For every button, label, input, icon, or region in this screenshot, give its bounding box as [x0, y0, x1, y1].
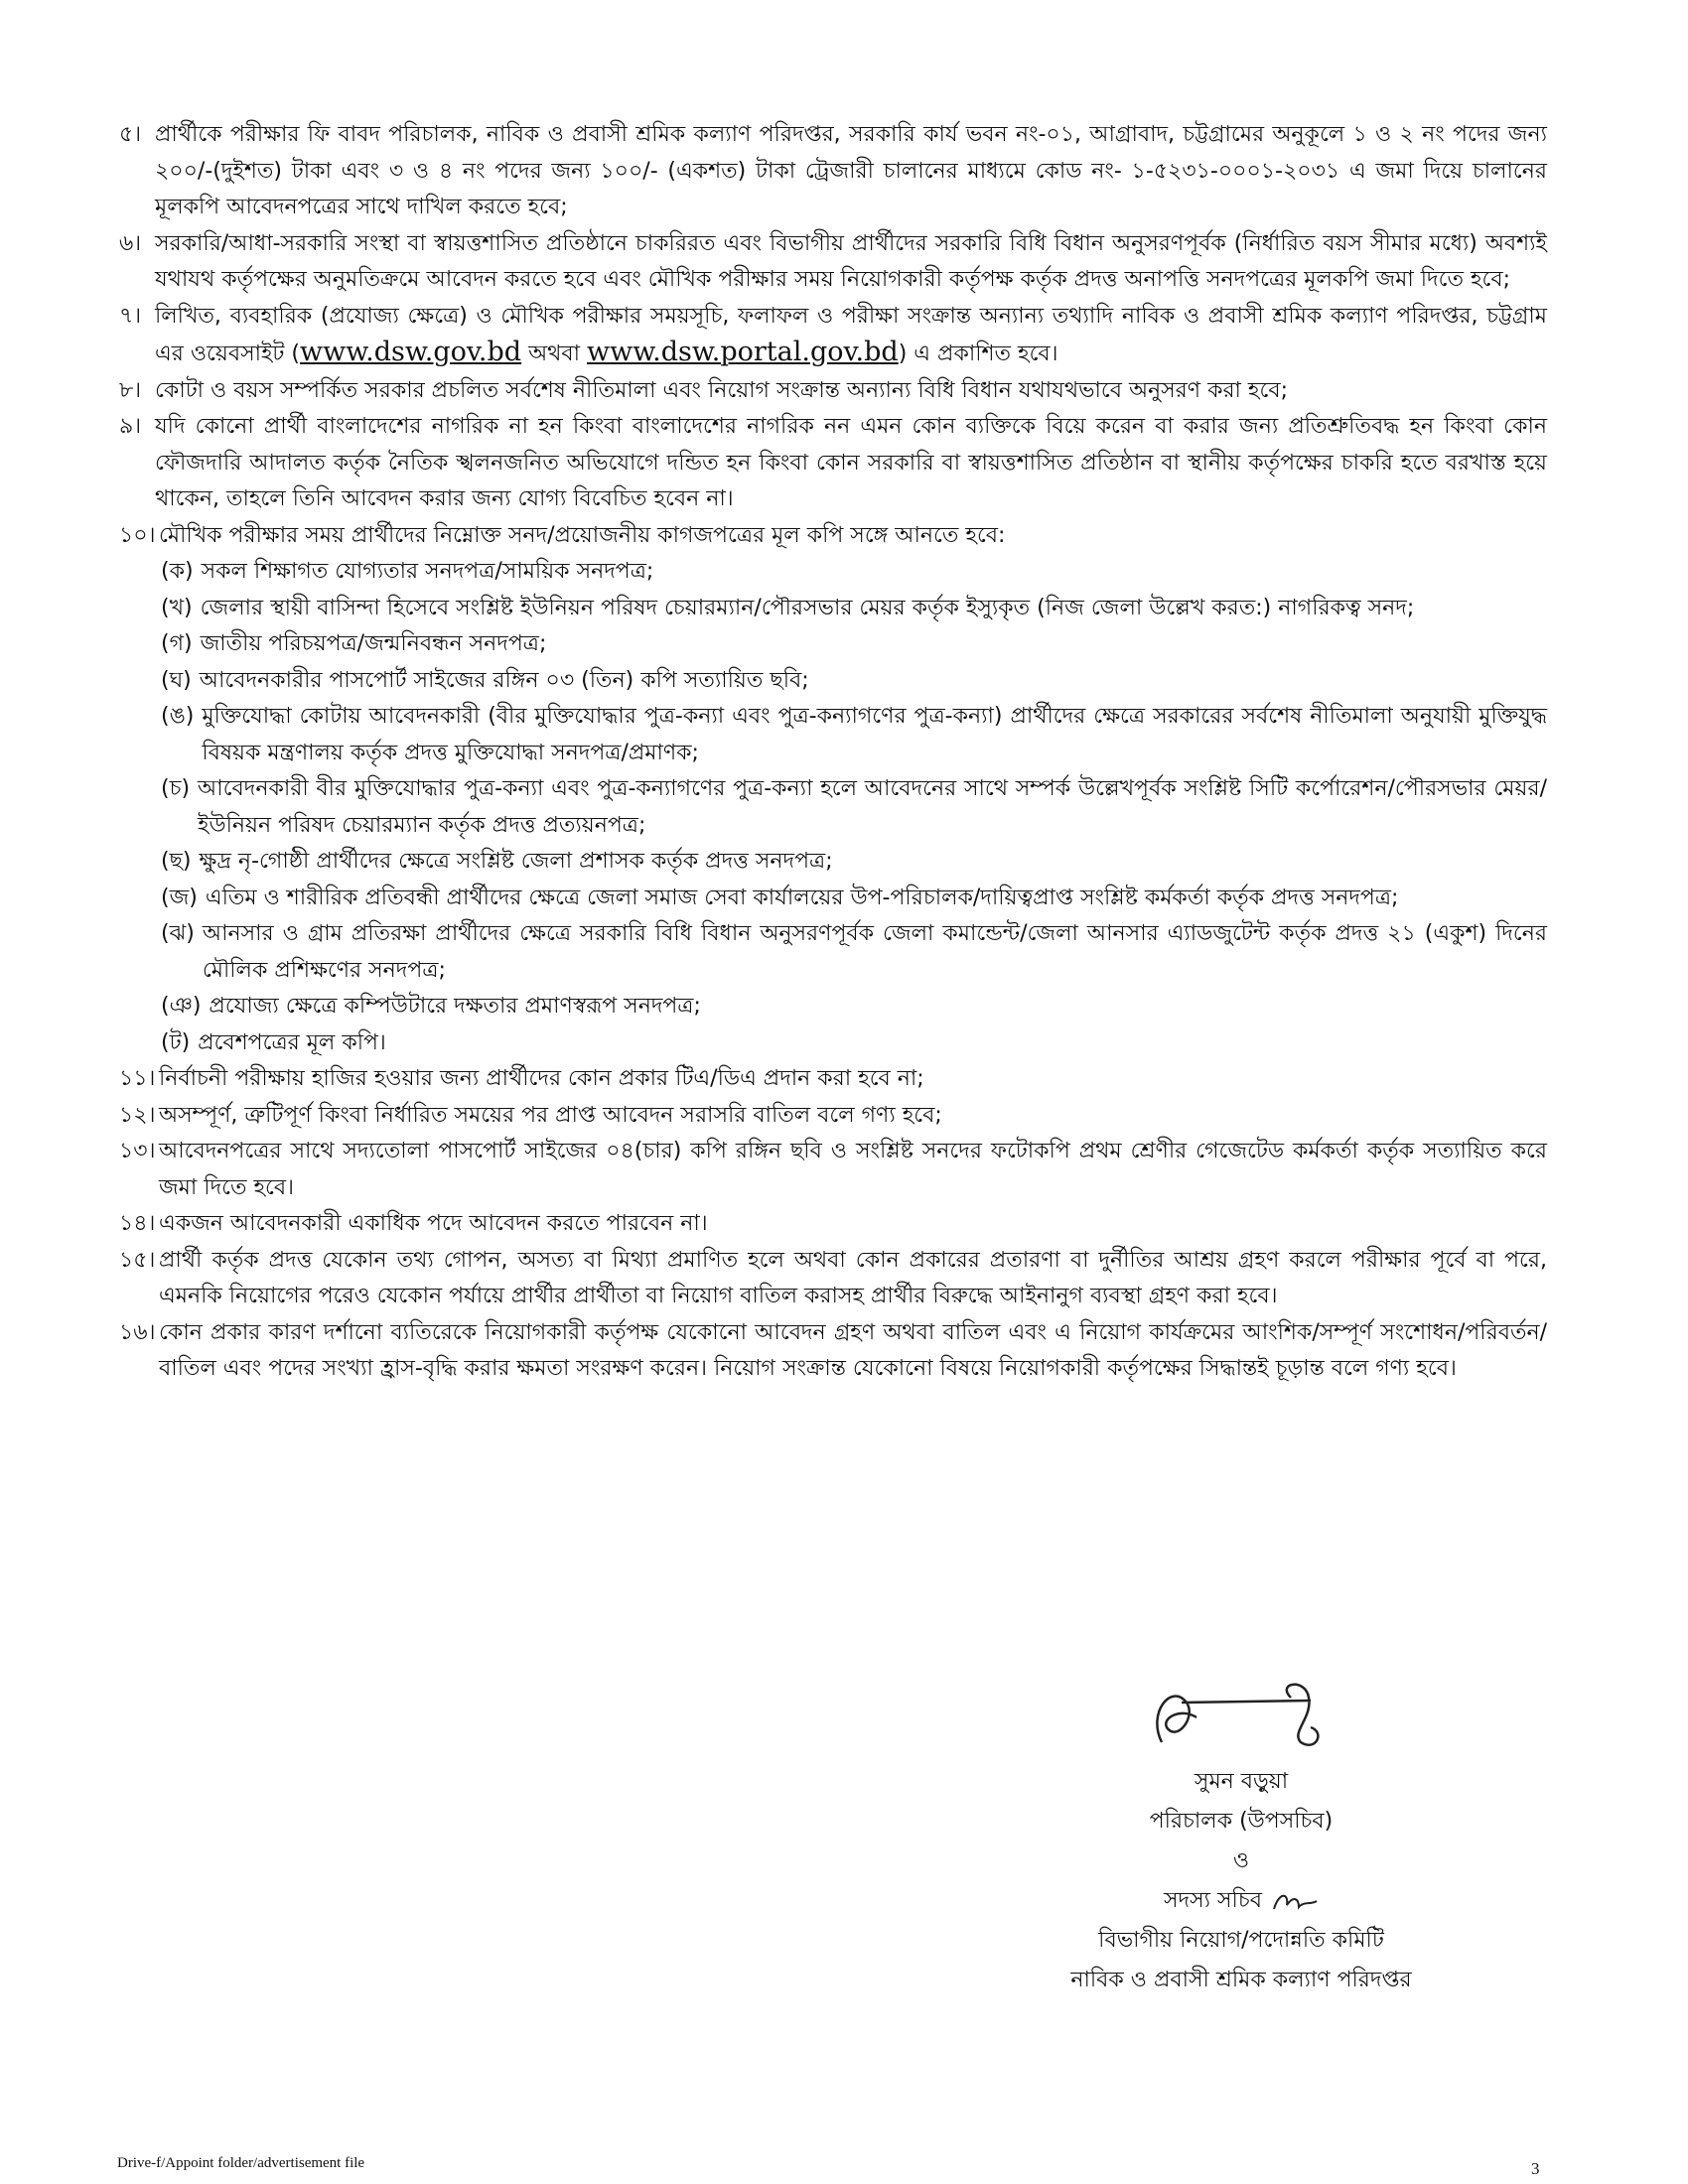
- document-item: [161, 554, 1547, 591]
- item-text: অসম্পূর্ণ, ত্রুটিপূর্ণ কিংবা নির্ধারিত সময়ের পর প্রাপ্ত আবেদন সরাসরি বাতিল বলে গণ্য হবে;: [159, 1102, 942, 1128]
- list-item-6: [119, 226, 1547, 299]
- item-number: ১৩।: [119, 1139, 156, 1163]
- list-item-14: [119, 1206, 1547, 1243]
- signature-block: [993, 1673, 1489, 2000]
- committee-name: বিভাগীয় নিয়োগ/পদোন্নতি কমিটি: [1098, 1928, 1384, 1953]
- item-text: আবেদনপত্রের সাথে সদ্যতোলা পাসপোর্ট সাইজের ০৪(চার) কপি রঙ্গিন ছবি ও সংশ্লিষ্ট সনদের ফটোকপি প্রথম শ্রেণীর গেজেটেড কর্মকর্তা কর্তৃক সত্যায়িত করে জমা দিতে হবে।: [159, 1139, 1547, 1200]
- document-text: প্রবেশপত্রের মূল কপি।: [198, 1029, 386, 1055]
- document-item: [161, 626, 1547, 663]
- item-text: সরকারি/আধা-সরকারি সংস্থা বা স্বায়ত্তশাসিত প্রতিষ্ঠানে চাকরিরত এবং বিভাগীয় প্রার্থীদের সরকারি বিধি বিধান অনুসরণপূর্বক (নির্ধারিত বয়স সীমার মধ্যে) অবশ্যই যথাযথ কর্তৃপক্ষের অনুমতিক্রমে আবেদন করতে হবে এবং মৌখিক পরীক্ষার সময় নিয়োগকারী কর্তৃপক্ষ কর্তৃক প্রদত্ত অনাপত্তি সনদপত্রের মূলকপি জমা দিতে হবে;: [155, 230, 1547, 292]
- document-text: সকল শিক্ষাগত যোগ্যতার সনদপত্র/সাময়িক সনদপত্র;: [201, 559, 654, 584]
- list-item-16: [119, 1315, 1547, 1388]
- document-item: [161, 699, 1547, 771]
- item-text: কোন প্রকার কারণ দর্শানো ব্যতিরেকে নিয়োগকারী কর্তৃপক্ষ যেকোনো আবেদন গ্রহণ অথবা বাতিল এবং এ নিয়োগ কার্যক্রমের আংশিক/সম্পূর্ণ সংশোধন/পরিবর্তন/বাতিল এবং পদের সংখ্যা হ্রাস-বৃদ্ধি করার ক্ষমতা সংরক্ষণ করেন। নিয়োগ সংক্রান্ত যেকোনো বিষয়ে নিয়োগকারী কর্তৃপক্ষের সিদ্ধান্তই চূড়ান্ত বলে গণ্য হবে।: [159, 1319, 1547, 1381]
- signatory-designation: পরিচালক (উপসচিব): [1149, 1809, 1334, 1834]
- list-item-10: [119, 518, 1547, 555]
- document-text: আবেদনকারী বীর মুক্তিযোদ্ধার পুত্র-কন্যা এবং পুত্র-কন্যাগণের পুত্র-কন্যা হলে আবেদনের সাথে সম্পর্ক উল্লেখপূর্বক সংশ্লিষ্ট সিটি কর্পোরেশন/পৌরসভার মেয়র/ইউনিয়ন পরিষদ চেয়ারম্যান কর্তৃক প্রদত্ত প্রত্যয়নপত্র;: [198, 776, 1547, 838]
- list-item-12: [119, 1098, 1547, 1135]
- item-number: ৭।: [119, 303, 142, 329]
- website-link-dsw-portal[interactable]: www.dsw.portal.gov.bd: [587, 337, 899, 367]
- document-item: [161, 916, 1547, 989]
- document-text: আনসার ও গ্রাম প্রতিরক্ষা প্রার্থীদের ক্ষেত্রে সরকারি বিধি বিধান অনুসরণপূর্বক জেলা কমান্ডেন্ট/জেলা আনসার এ্যাডজুটেন্ট কর্তৃক প্রদত্ত ২১ (একুশ) দিনের মৌলিক প্রশিক্ষণের সনদপত্র;: [202, 921, 1547, 983]
- document-number: (জ): [161, 885, 198, 910]
- document-text: জেলার স্থায়ী বাসিন্দা হিসেবে সংশ্লিষ্ট ইউনিয়ন পরিষদ চেয়ারম্যান/পৌরসভার মেয়র কর্তৃক ইস্যুকৃত (নিজ জেলা উল্লেখ করত:) নাগরিকত্ব সনদ;: [200, 595, 1415, 620]
- handwritten-signature: [1142, 1673, 1340, 1762]
- item-number: ১৪।: [119, 1211, 156, 1236]
- list-item-15: [119, 1243, 1547, 1315]
- item-number: ৫।: [119, 122, 142, 147]
- list-item-8: [119, 373, 1547, 410]
- document-number: (ছ): [161, 849, 192, 874]
- item-number: ১০।: [119, 522, 156, 548]
- document-number: (গ): [161, 631, 193, 656]
- item-text: কোটা ও বয়স সম্পর্কিত সরকার প্রচলিত সর্বশেষ নীতিমালা এবং নিয়োগ সংক্রান্ত অন্যান্য বিধি বিধান যথাযথভাবে অনুসরণ করা হবে;: [155, 377, 1288, 403]
- document-number: (ট): [161, 1029, 191, 1055]
- page-number: 3: [1531, 2159, 1540, 2178]
- signatory-role: [993, 1881, 1489, 1921]
- item-number: ১১।: [119, 1066, 156, 1091]
- item-text: মৌখিক পরীক্ষার সময় প্রার্থীদের নিম্নোক্ত সনদ/প্রয়োজনীয় কাগজপত্রের মূল কপি সঙ্গে আনতে হবে:: [159, 522, 1006, 548]
- item-text: একজন আবেদনকারী একাধিক পদে আবেদন করতে পারবেন না।: [159, 1211, 708, 1236]
- office-name: নাবিক ও প্রবাসী শ্রমিক কল্যাণ পরিদপ্তর: [1070, 1968, 1412, 1992]
- document-number: (খ): [161, 595, 193, 620]
- document-text: মুক্তিযোদ্ধা কোটায় আবেদনকারী (বীর মুক্তিযোদ্ধার পুত্র-কন্যা এবং পুত্র-কন্যাগণের পুত্র-কন্যা) প্রার্থীদের ক্ষেত্রে সরকারের সর্বশেষ নীতিমালা অনুযায়ী মুক্তিযুদ্ধ বিষয়ক মন্ত্রণালয় কর্তৃক প্রদত্ত মুক্তিযোদ্ধা সনদপত্র/প্রমাণক;: [202, 704, 1547, 765]
- item-text: যদি কোনো প্রার্থী বাংলাদেশের নাগরিক না হন কিংবা বাংলাদেশের নাগরিক নন এমন কোন ব্যক্তিকে বিয়ে করেন বা করার জন্য প্রতিশ্রুতিবদ্ধ হন কিংবা কোন ফৌজদারি আদালত কর্তৃক নৈতিক স্খলনজনিত অভিযোগে দন্ডিত হন কিংবা কোন সরকারি বা স্বায়ত্তশাসিত প্রতিষ্ঠান বা স্থানীয় কর্তৃপক্ষের চাকরি হতে বরখাস্ত হয়ে থাকেন, তাহলে তিনি আবেদন করার জন্য যোগ্য বিবেচিত হবেন না।: [155, 414, 1547, 511]
- conjunction: ও: [1232, 1848, 1250, 1873]
- document-number: (ক): [161, 559, 194, 584]
- list-item-5: [119, 117, 1547, 226]
- document-text: আবেদনকারীর পাসপোর্ট সাইজের রঙ্গিন ০৩ (তিন) কপি সত্যায়িত ছবি;: [199, 667, 809, 693]
- document-item: [161, 881, 1547, 917]
- document-item: [161, 1025, 1547, 1062]
- item-text: [155, 299, 1547, 373]
- document-item: [161, 591, 1547, 627]
- item-text-middle: অথবা: [521, 341, 588, 366]
- document-item: [161, 844, 1547, 881]
- document-number: (ঝ): [161, 921, 195, 946]
- list-item-7: [119, 299, 1547, 373]
- list-item-9: [119, 409, 1547, 518]
- item-text-after: ) এ প্রকাশিত হবে।: [898, 341, 1058, 366]
- item-text: প্রার্থীকে পরীক্ষার ফি বাবদ পরিচালক, নাবিক ও প্রবাসী শ্রমিক কল্যাণ পরিদপ্তর, সরকারি কার্য ভবন নং-০১, আগ্রাবাদ, চট্টগ্রামের অনুকূলে ১ ও ২ নং পদের জন্য ২০০/-(দুইশত) টাকা এবং ৩ ও ৪ নং পদের জন্য ১০০/- (একশত) টাকা ট্রেজারী চালানের মাধ্যমে কোড নং- ১-৫২৩১-০০০১-২০৩১ এ জমা দিয়ে চালানের মূলকপি আবেদনপত্রের সাথে দাখিল করতে হবে;: [155, 122, 1547, 219]
- item-text-before: লিখিত, ব্যবহারিক (প্রযোজ্য ক্ষেত্রে) ও মৌখিক পরীক্ষার সময়সূচি, ফলাফল ও পরীক্ষা সংক্রান্ত অন্যান্য তথ্যাদি নাবিক ও প্রবাসী শ্রমিক কল্যাণ পরিদপ্তর, চট্টগ্রাম এর ওয়েবসাইট (: [155, 303, 1547, 366]
- document-number: (ঞ): [161, 994, 202, 1019]
- list-item-13: [119, 1134, 1547, 1206]
- role-text: সদস্য সচিব: [1164, 1888, 1262, 1913]
- item-text: প্রার্থী কর্তৃক প্রদত্ত যেকোন তথ্য গোপন, অসত্য বা মিথ্যা প্রমাণিত হলে অথবা কোন প্রকারের প্রতারণা বা দুর্নীতির আশ্রয় গ্রহণ করলে পরীক্ষার পূর্বে বা পরে, এমনকি নিয়োগের পরেও যেকোন পর্যায়ে প্রার্থীর প্রার্থীতা বা নিয়োগ বাতিল করাসহ প্রার্থীর বিরুদ্ধে আইনানুগ ব্যবস্থা গ্রহণ করা হবে।: [159, 1247, 1547, 1308]
- item-number: ১৬।: [119, 1319, 156, 1345]
- website-link-dsw[interactable]: www.dsw.gov.bd: [300, 337, 522, 367]
- list-item-11: [119, 1061, 1547, 1098]
- item-text: নির্বাচনী পরীক্ষায় হাজির হওয়ার জন্য প্রার্থীদের কোন প্রকার টিএ/ডিএ প্রদান করা হবে না;: [159, 1066, 924, 1091]
- signatory-name: সুমন বড়ুয়া: [1194, 1769, 1289, 1794]
- document-text: প্রযোজ্য ক্ষেত্রে কম্পিউটারে দক্ষতার প্রমাণস্বরূপ সনদপত্র;: [209, 994, 701, 1019]
- document-text: জাতীয় পরিচয়পত্র/জন্মনিবন্ধন সনদপত্র;: [200, 631, 547, 656]
- item-number: ৮।: [119, 377, 142, 403]
- document-number: (ঘ): [161, 667, 192, 693]
- initial-signature: [1269, 1887, 1319, 1915]
- document-text: এতিম ও শারীরিক প্রতিবন্ধী প্রার্থীদের ক্ষেত্রে জেলা সমাজ সেবা কার্যালয়ের উপ-পরিচালক/দায়িত্বপ্রাপ্ত সংশ্লিষ্ট কর্মকর্তা কর্তৃক প্রদত্ত সনদপত্র;: [205, 885, 1399, 910]
- footer-file-path: Drive-f/Appoint folder/advertisement file: [117, 2155, 365, 2171]
- document-item: [161, 771, 1547, 844]
- document-item: [161, 663, 1547, 700]
- item-number: ১৫।: [119, 1247, 156, 1273]
- notice-body: [119, 117, 1547, 1388]
- document-text: ক্ষুদ্র নৃ-গোষ্ঠী প্রার্থীদের ক্ষেত্রে সংশ্লিষ্ট জেলা প্রশাসক কর্তৃক প্রদত্ত সনদপত্র;: [199, 849, 833, 874]
- item-number: ১২।: [119, 1102, 156, 1128]
- item-number: ৯।: [119, 414, 142, 439]
- item-number: ৬।: [119, 230, 142, 256]
- document-item: [161, 989, 1547, 1025]
- document-number: (চ): [161, 776, 191, 801]
- document-number: (ঙ): [161, 704, 195, 729]
